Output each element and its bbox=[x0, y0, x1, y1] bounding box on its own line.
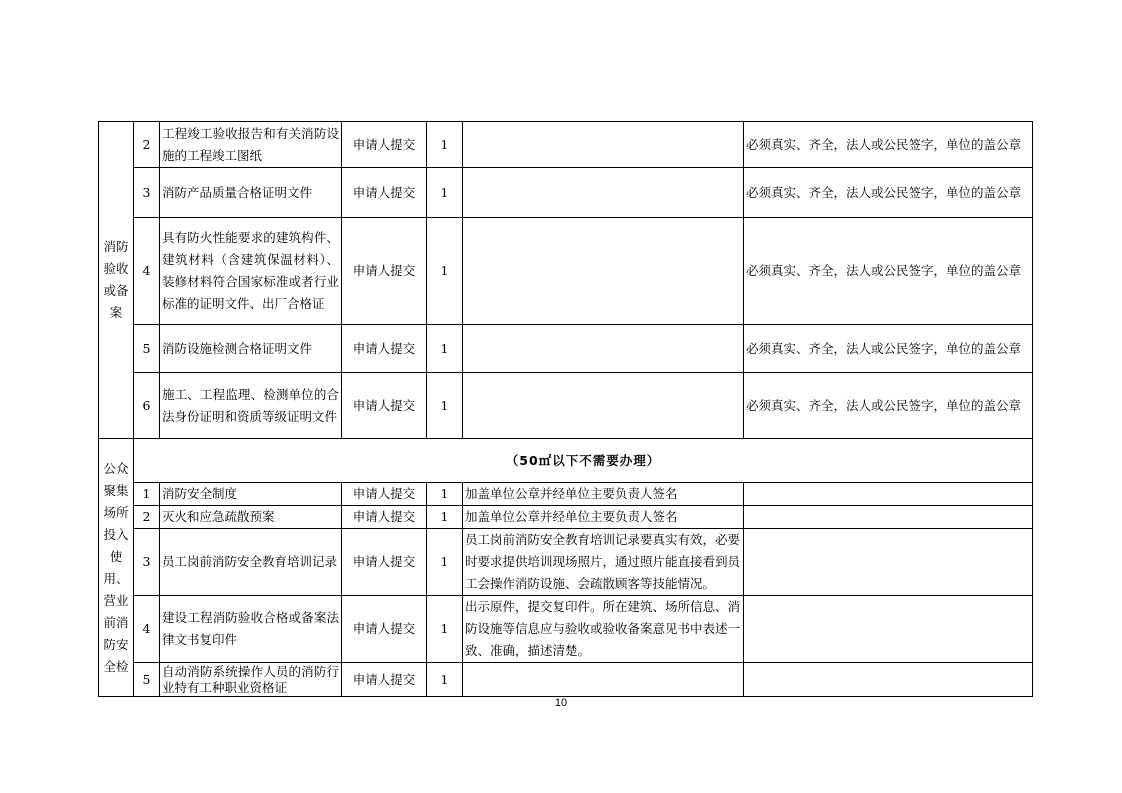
document-name: 员工岗前消防安全教育培训记录 bbox=[160, 529, 342, 596]
note: 必须真实、齐全，法人或公民签字，单位的盖公章 bbox=[744, 373, 1033, 439]
remark bbox=[463, 663, 744, 697]
note: 必须真实、齐全，法人或公民签字，单位的盖公章 bbox=[744, 325, 1033, 373]
copy-count: 1 bbox=[427, 122, 463, 168]
row-number: 3 bbox=[134, 529, 160, 596]
submitter: 申请人提交 bbox=[342, 529, 427, 596]
copy-count: 1 bbox=[427, 325, 463, 373]
document-name: 工程竣工验收报告和有关消防设施的工程竣工图纸 bbox=[160, 122, 342, 168]
row-number: 4 bbox=[134, 218, 160, 325]
table-row bbox=[99, 325, 1033, 373]
row-number: 3 bbox=[134, 168, 160, 218]
document-name: 灭火和应急疏散预案 bbox=[160, 506, 342, 529]
copy-count: 1 bbox=[427, 373, 463, 439]
submitter: 申请人提交 bbox=[342, 596, 427, 663]
row-number: 2 bbox=[134, 506, 160, 529]
note bbox=[744, 506, 1033, 529]
copy-count: 1 bbox=[427, 663, 463, 697]
row-number: 6 bbox=[134, 373, 160, 439]
note bbox=[744, 483, 1033, 506]
remark bbox=[463, 122, 744, 168]
copy-count: 1 bbox=[427, 529, 463, 596]
note: 必须真实、齐全，法人或公民签字，单位的盖公章 bbox=[744, 168, 1033, 218]
copy-count: 1 bbox=[427, 168, 463, 218]
remark bbox=[463, 325, 744, 373]
document-name: 具有防火性能要求的建筑构件、建筑材料（含建筑保温材料）、装修材料符合国家标准或者行业标准的证明文件、出厂合格证 bbox=[160, 218, 342, 325]
remark bbox=[463, 373, 744, 439]
table-row bbox=[99, 122, 1033, 168]
document-name: 消防安全制度 bbox=[160, 483, 342, 506]
row-number: 1 bbox=[134, 483, 160, 506]
table-row bbox=[99, 218, 1033, 325]
note: 必须真实、齐全，法人或公民签字，单位的盖公章 bbox=[744, 122, 1033, 168]
remark: 出示原件，提交复印件。所在建筑、场所信息、消防设施等信息应与验收或验收备案意见书中表述一致、准确，描述清楚。 bbox=[463, 596, 744, 663]
document-name: 消防设施检测合格证明文件 bbox=[160, 325, 342, 373]
submitter: 申请人提交 bbox=[342, 373, 427, 439]
submitter: 申请人提交 bbox=[342, 483, 427, 506]
document-name: 施工、工程监理、检测单位的合法身份证明和资质等级证明文件 bbox=[160, 373, 342, 439]
submitter: 申请人提交 bbox=[342, 218, 427, 325]
table-row bbox=[99, 168, 1033, 218]
category-cell: 公众聚集场所投入使用、营业前消防安全检 bbox=[99, 439, 134, 697]
remark: 加盖单位公章并经单位主要负责人签名 bbox=[463, 506, 744, 529]
remark bbox=[463, 168, 744, 218]
note bbox=[744, 529, 1033, 596]
table-row bbox=[99, 483, 1033, 506]
table-row bbox=[99, 506, 1033, 529]
remark: 员工岗前消防安全教育培训记录要真实有效，必要时要求提供培训现场照片，通过照片能直接看到员工会操作消防设施、会疏散顾客等技能情况。 bbox=[463, 529, 744, 596]
document-name: 建设工程消防验收合格或备案法律文书复印件 bbox=[160, 596, 342, 663]
note bbox=[744, 663, 1033, 697]
submitter: 申请人提交 bbox=[342, 168, 427, 218]
copy-count: 1 bbox=[427, 483, 463, 506]
remark: 加盖单位公章并经单位主要负责人签名 bbox=[463, 483, 744, 506]
table-row bbox=[99, 439, 1033, 483]
submitter: 申请人提交 bbox=[342, 506, 427, 529]
note: 必须真实、齐全，法人或公民签字，单位的盖公章 bbox=[744, 218, 1033, 325]
row-number: 5 bbox=[134, 663, 160, 697]
table-row bbox=[99, 373, 1033, 439]
page-number: 10 bbox=[554, 697, 568, 709]
copy-count: 1 bbox=[427, 506, 463, 529]
row-number: 2 bbox=[134, 122, 160, 168]
row-number: 4 bbox=[134, 596, 160, 663]
submitter: 申请人提交 bbox=[342, 325, 427, 373]
table-row bbox=[99, 596, 1033, 663]
table-row bbox=[99, 529, 1033, 596]
category-cell: 消防验收或备案 bbox=[99, 122, 134, 439]
note bbox=[744, 596, 1033, 663]
section-banner: （50㎡以下不需要办理） bbox=[134, 439, 1033, 483]
copy-count: 1 bbox=[427, 596, 463, 663]
row-number: 5 bbox=[134, 325, 160, 373]
remark bbox=[463, 218, 744, 325]
requirements-table bbox=[98, 121, 1033, 697]
document-name: 自动消防系统操作人员的消防行业特有工种职业资格证 bbox=[160, 663, 342, 697]
copy-count: 1 bbox=[427, 218, 463, 325]
submitter: 申请人提交 bbox=[342, 122, 427, 168]
table-row bbox=[99, 663, 1033, 697]
document-name: 消防产品质量合格证明文件 bbox=[160, 168, 342, 218]
submitter: 申请人提交 bbox=[342, 663, 427, 697]
